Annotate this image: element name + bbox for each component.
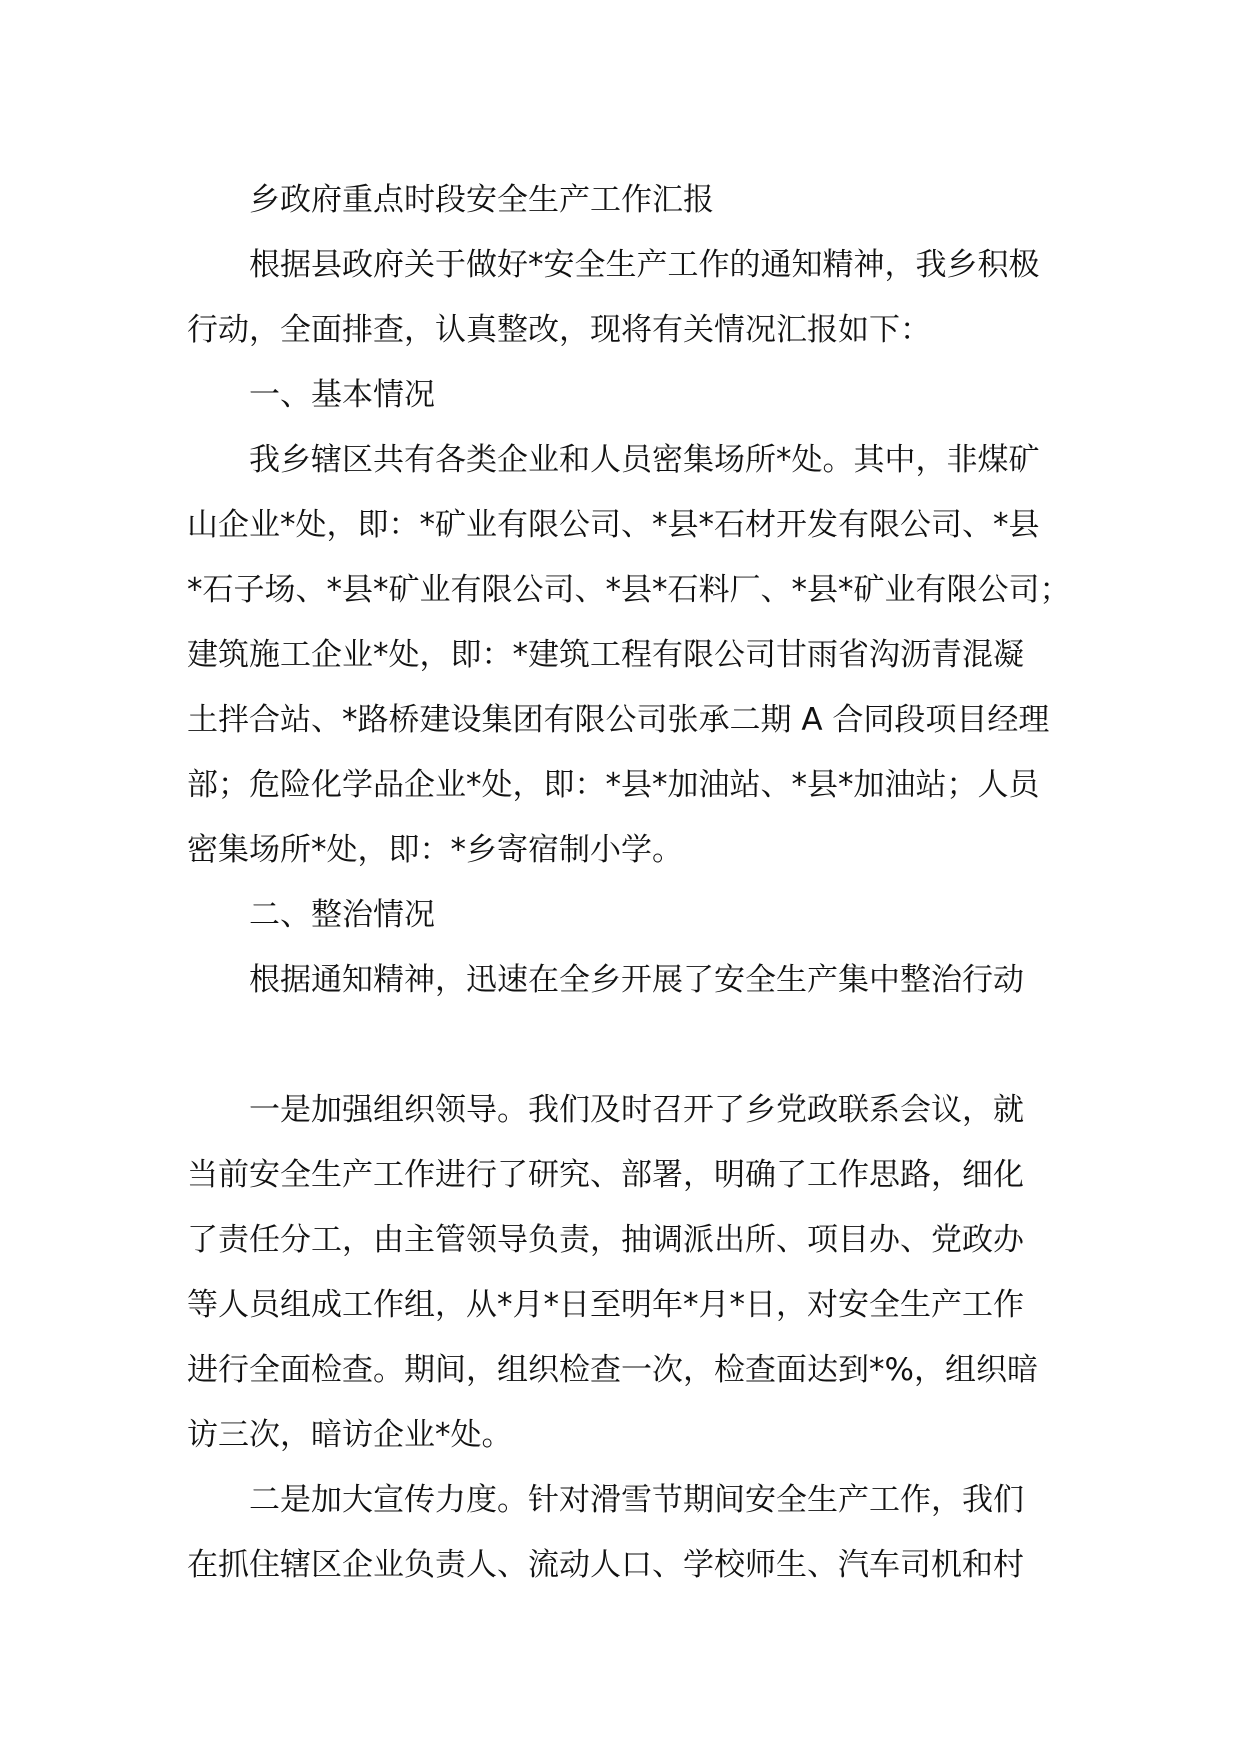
- section2-para1-line-6: 访三次，暗访企业*处。: [187, 1417, 513, 1453]
- section1-line-5: 土拌合站、*路桥建设集团有限公司张承二期 A 合同段项目经理: [187, 702, 1050, 738]
- section2-heading: 二、整治情况: [249, 897, 435, 933]
- section2-para1-line-3: 了责任分工，由主管领导负责，抽调派出所、项目办、党政办: [187, 1222, 1024, 1258]
- intro-line-2: 行动，全面排查，认真整改，现将有关情况汇报如下：: [187, 312, 931, 348]
- paragraph-gap: [187, 1013, 1067, 1078]
- document-body: [187, 168, 1071, 1598]
- section2-para2-line-2: 在抓住辖区企业负责人、流动人口、学校师生、汽车司机和村: [187, 1547, 1024, 1583]
- section2-para1-line-2: 当前安全生产工作进行了研究、部署，明确了工作思路，细化: [187, 1157, 1024, 1193]
- section1-line-1: 我乡辖区共有各类企业和人员密集场所*处。其中，非煤矿: [249, 442, 1040, 478]
- section2-para1-line-4: 等人员组成工作组，从*月*日至明年*月*日，对安全生产工作: [187, 1287, 1024, 1323]
- section1-line-2: 山企业*处，即：*矿业有限公司、*县*石材开发有限公司、*县: [187, 507, 1040, 543]
- section1-line-4: 建筑施工企业*处，即：*建筑工程有限公司甘雨省沟沥青混凝: [187, 637, 1024, 673]
- section2-para2-line-1: 二是加大宣传力度。针对滑雪节期间安全生产工作，我们: [249, 1482, 1024, 1518]
- section2-para1-line-1: 一是加强组织领导。我们及时召开了乡党政联系会议，就: [249, 1092, 1024, 1128]
- intro-line-1: 根据县政府关于做好*安全生产工作的通知精神，我乡积极: [249, 247, 1040, 283]
- section1-line-6: 部；危险化学品企业*处，即：*县*加油站、*县*加油站；人员: [187, 767, 1040, 803]
- section2-para1-line-5: 进行全面检查。期间，组织检查一次，检查面达到*%，组织暗: [187, 1352, 1038, 1388]
- section1-line-7: 密集场所*处，即：*乡寄宿制小学。: [187, 832, 683, 868]
- section1-line-3: *石子场、*县*矿业有限公司、*县*石料厂、*县*矿业有限公司；: [187, 572, 1071, 608]
- section1-heading: 一、基本情况: [249, 377, 435, 413]
- document-title: 乡政府重点时段安全生产工作汇报: [249, 182, 714, 218]
- section2-intro-line: 根据通知精神，迅速在全乡开展了安全生产集中整治行动: [249, 962, 1024, 998]
